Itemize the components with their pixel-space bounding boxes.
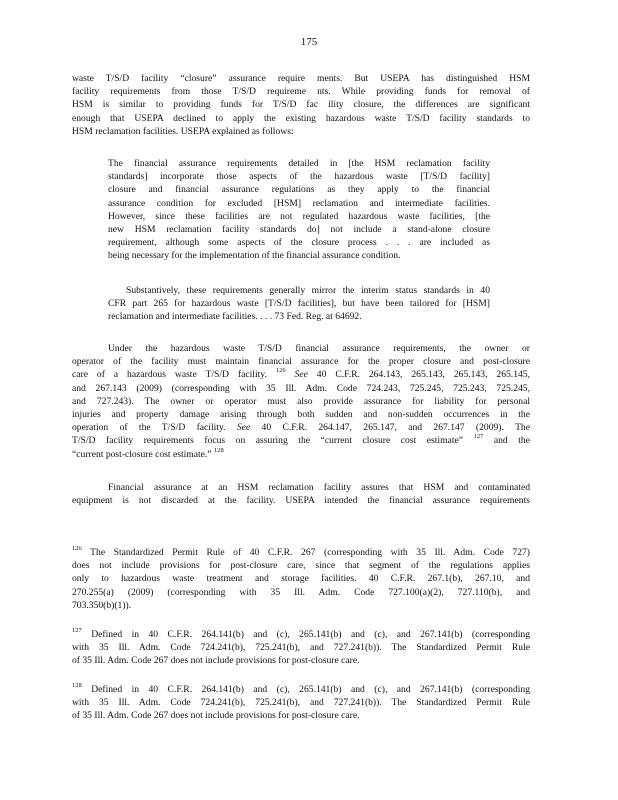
footnote-line: only to hazardous waste treatment and storage facilities. 40 C.F.R. 267.1(b), 267.10, and	[72, 573, 530, 585]
quote-line: closure and financial assurance regulations as they apply to the financial	[108, 184, 490, 196]
text-line: operator of the facility must maintain financial assurance for the proper closure and post-closure	[72, 356, 530, 368]
quote-line: new HSM reclamation facility standards do] not include a stand-alone closure	[108, 224, 490, 236]
quote-line: requirement, although some aspects of the closure process . . . are included as	[108, 237, 490, 249]
text-line: enough that USEPA declined to apply the existing hazardous waste T/S/D facility standards to	[72, 112, 530, 124]
quote-line: However, since these facilities are not regulated hazardous waste facilities, [the	[108, 210, 490, 222]
text-line: injuries and property damage arising through both sudden and non-sudden occurrences in the	[72, 409, 530, 421]
paragraph-intro	[72, 72, 530, 138]
text-line: waste T/S/D facility “closure” assurance require ments. But USEPA has distinguished HSM	[72, 73, 530, 84]
footnote-number: 127	[72, 627, 82, 634]
footnote-ref-127[interactable]: 127	[473, 433, 484, 441]
footnote-line: with 35 Ill. Adm. Code 724.241(b), 725.241(b), and 727.241(b)). The Standardized Permit Rule	[72, 642, 530, 654]
footnote-128	[72, 683, 530, 723]
quote-line: standards] incorporate those aspects of the hazardous waste [T/S/D facility]	[108, 171, 490, 183]
quote-line: being necessary for the implementation of the financial assurance condition.	[108, 250, 401, 262]
footnote-ref-126[interactable]: 126	[275, 367, 286, 375]
page-number: 175	[300, 36, 318, 48]
footnote-number: 126	[72, 545, 82, 552]
quote-line: CFR part 265 for hazardous waste [T/S/D facilities], but have been tailored for [HSM]	[108, 298, 490, 310]
text-line: HSM is similar to providing funds for T/S/D fac ility closure, the differences are significant	[72, 99, 530, 111]
quote-line: The financial assurance requirements detailed in [the HSM reclamation facility	[108, 158, 490, 169]
text-line: equipment is not discarded at the facility. USEPA intended the financial assurance requirements	[72, 495, 530, 507]
paragraph-hsm-assurance	[72, 481, 530, 507]
footnote-line: 270.255(a) (2009) (corresponding with 35 Ill. Adm. Code 727.100(a)(2), 727.110(b), and	[72, 586, 530, 598]
quote-line: reclamation and intermediate facilities. . . . 73 Fed. Reg. at 64692.	[108, 311, 362, 323]
text-line: Financial assurance at an HSM reclamation facility assures that HSM and contaminated	[108, 482, 530, 493]
quote-line: assurance condition for excluded [HSM] reclamation and intermediate facilities.	[108, 197, 490, 209]
text-line: care of a hazardous waste T/S/D facility. $^{126}$ See 40 C.F.R. 264.143, 265.143, 265.143, 265.145,	[72, 367, 530, 381]
footnote-line: $^{128}$ Defined in 40 C.F.R. 264.141(b) and (c), 265.141(b) and (c), and 267.141(b) (corresponding	[72, 682, 531, 695]
footnote-127	[72, 628, 530, 668]
footnote-line: of 35 Ill. Adm. Code 267 does not include provisions for post-closure care.	[72, 655, 360, 667]
paragraph-financial-assurance	[72, 342, 530, 461]
footnote-126	[72, 546, 530, 612]
text-line: “current post-closure cost estimate.” $^{128}$	[72, 446, 224, 460]
footnote-line: does not include provisions for post-closure care, since that segment of the regulations applies	[72, 560, 530, 572]
text-line: and 267.143 (2009) (corresponding with 35 Ill. Adm. Code 724.243, 725.245, 725.243, 725.245,	[72, 382, 530, 394]
footnote-line: of 35 Ill. Adm. Code 267 does not include provisions for post-closure care.	[72, 710, 360, 722]
text-line: facility requirements from those T/S/D requireme nts. While providing funds for removal of	[72, 86, 530, 98]
text-line: T/S/D facility requirements focus on assuring the “current closure cost estimate” $^{127}$ and the	[72, 433, 530, 447]
text-line: HSM reclamation facilities. USEPA explained as follows:	[72, 125, 294, 137]
text-line: Under the hazardous waste T/S/D financial assurance requirements, the owner or	[108, 343, 530, 354]
footnote-line: $^{127}$ Defined in 40 C.F.R. 264.141(b) and (c), 265.141(b) and (c), and 267.141(b) (corresponding	[72, 627, 531, 640]
text-line: operation of the T/S/D facility. See 40 C.F.R. 264.147, 265.147, and 267.147 (2009). The	[72, 422, 530, 434]
footnote-line: 703.350(b)(1)).	[72, 599, 132, 611]
footnote-line: $^{126}$ The Standardized Permit Rule of 40 C.F.R. 267 (corresponding with 35 Ill. Adm. Code 727)	[72, 545, 530, 558]
quote-line: Substantively, these requirements generally mirror the interim status standards in 40	[126, 285, 490, 296]
footnote-ref-128[interactable]: 128	[214, 446, 224, 454]
footnote-line: with 35 Ill. Adm. Code 724.241(b), 725.241(b), and 727.241(b)). The Standardized Permit Rule	[72, 697, 530, 709]
footnote-number: 128	[72, 682, 82, 689]
text-line: and 727.243). The owner or operator must also provide assurance for liability for personal	[72, 395, 530, 407]
block-quote-2	[108, 284, 490, 324]
block-quote-1	[108, 157, 490, 263]
